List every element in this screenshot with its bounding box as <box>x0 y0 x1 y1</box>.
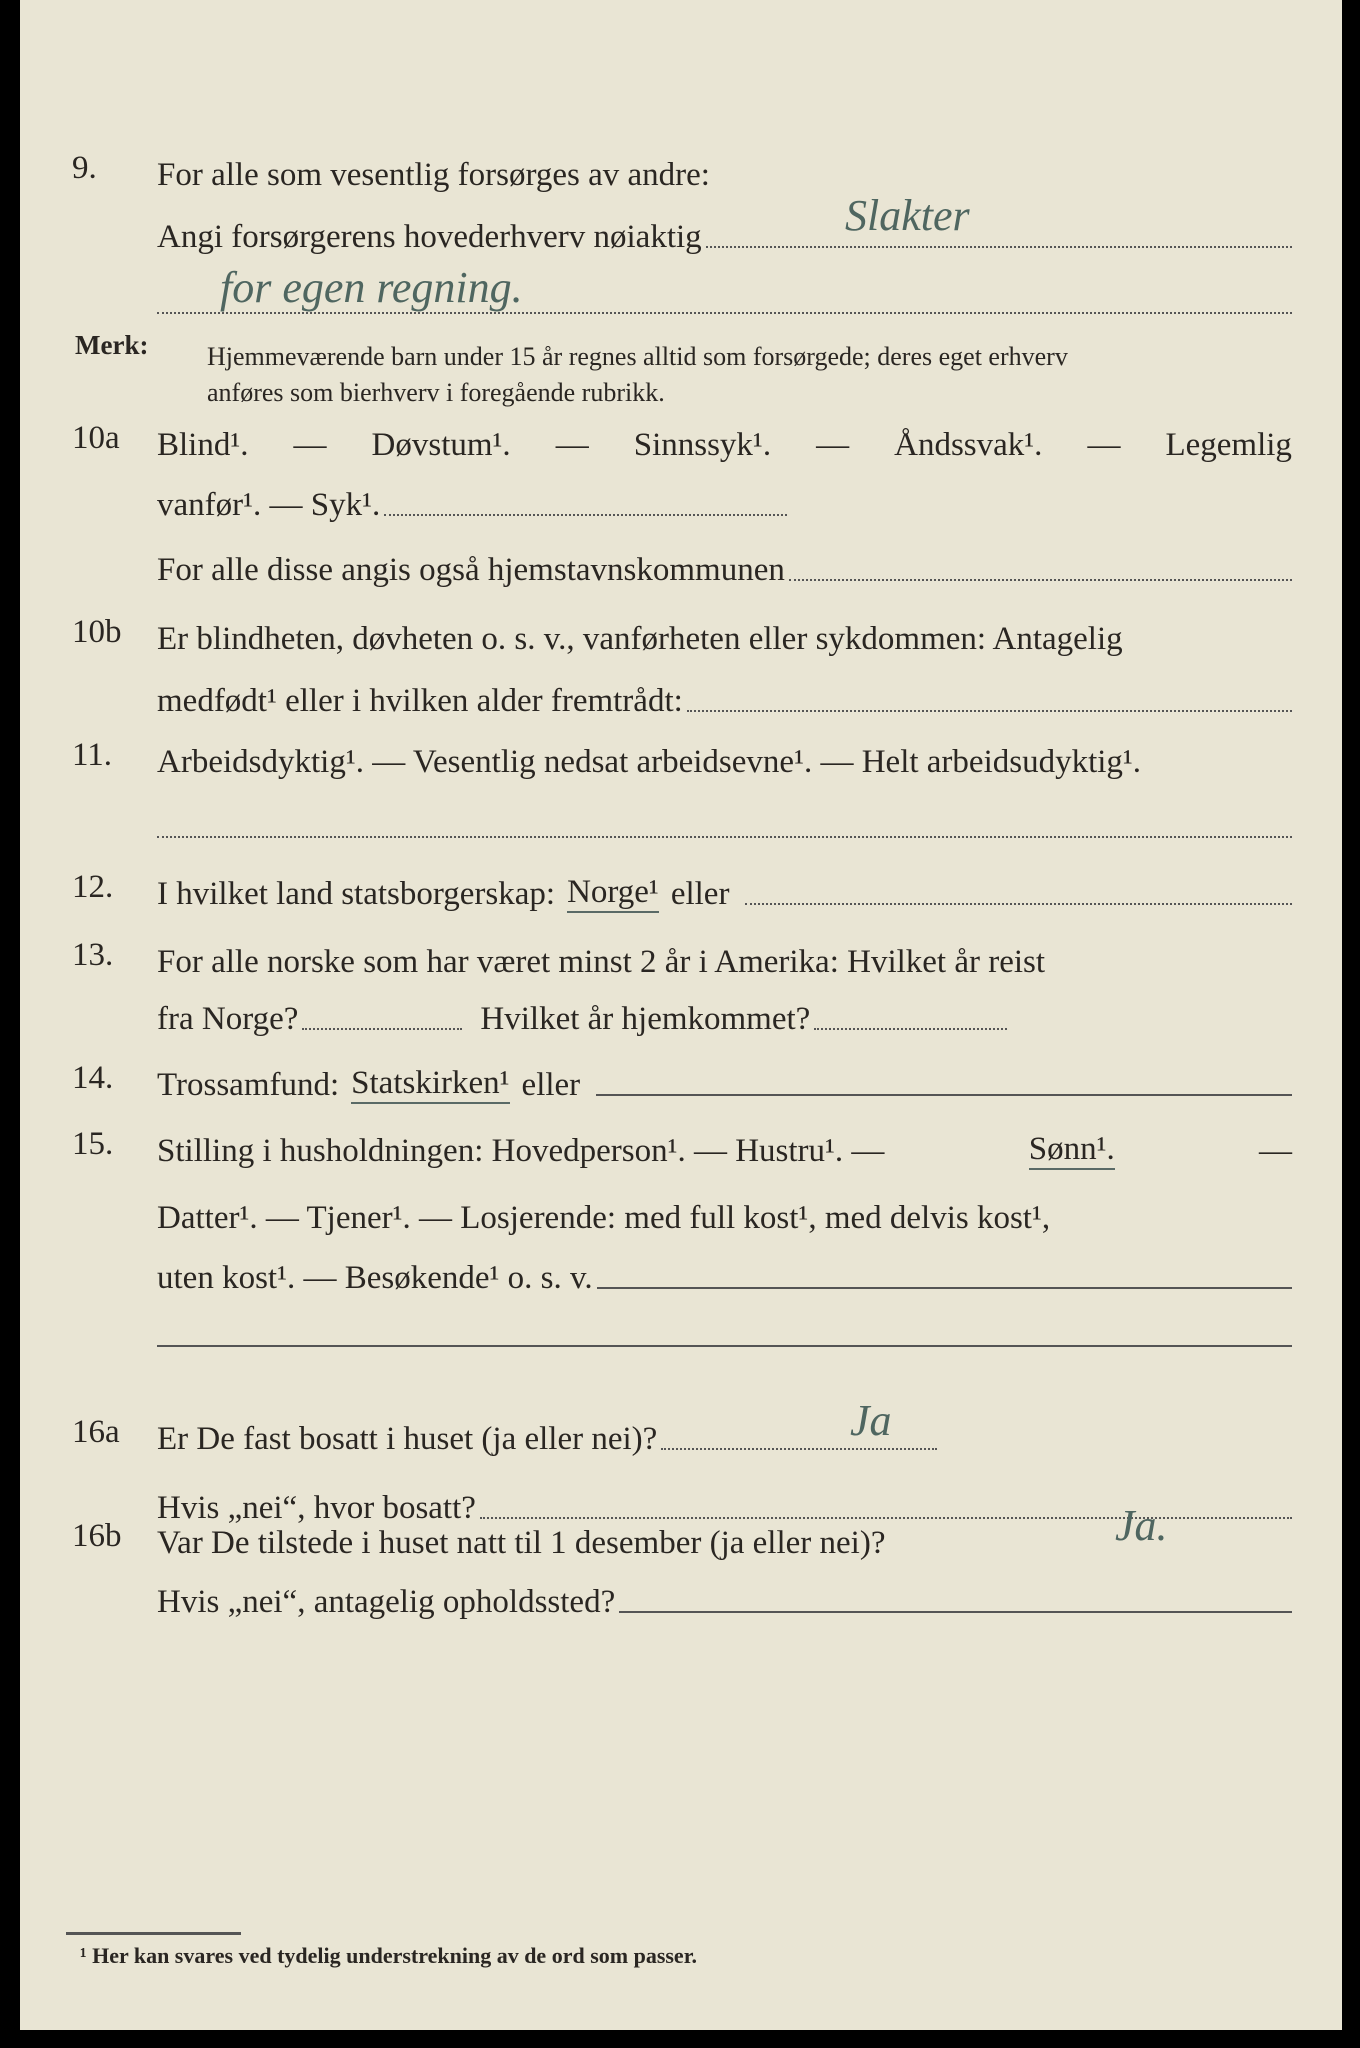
dotted-leader <box>706 246 1292 248</box>
q10b-line2 <box>157 676 1292 720</box>
footnote: ¹ Her kan svares ved tydelig understrekning av de ord som passer. <box>80 1943 697 1968</box>
dash: — <box>1259 1133 1292 1169</box>
q16b-label-2: Hvis „nei“, antagelig opholdssted? <box>157 1584 616 1620</box>
q13-label-fra-norge: fra Norge? <box>157 1001 299 1037</box>
q10b-line1: Er blindheten, døvheten o. s. v., vanførheten eller sykdommen: Antagelig <box>157 621 1123 657</box>
q11-line1: Arbeidsdyktig¹. — Vesentlig nedsat arbeidsevne¹. — Helt arbeidsudyktig¹. <box>157 744 1142 780</box>
q10b-number: 10b <box>72 614 122 650</box>
q15-underlined-answer: Sønn¹. <box>1029 1131 1115 1170</box>
q15-label-3: uten kost¹. — Besøkende¹ o. s. v. <box>157 1260 593 1296</box>
merk-line2: anføres som bierhverv i foregående rubrikk. <box>207 378 665 407</box>
q16b-line2 <box>157 1577 1292 1621</box>
q9-line1: For alle som vesentlig forsørges av andre: <box>157 157 710 193</box>
dash: — <box>816 427 850 463</box>
dotted-leader <box>384 514 787 516</box>
q14-number: 14. <box>72 1060 114 1096</box>
q14-line <box>157 1060 1292 1104</box>
q9-number: 9. <box>72 150 97 186</box>
q13-line1: For alle norske som har været minst 2 år i Amerika: Hvilket år reist <box>157 944 1046 980</box>
dotted-leader <box>745 903 1292 905</box>
q16b-label: Var De tilstede i huset natt til 1 desember (ja eller nei)? <box>157 1525 886 1561</box>
q12-number: 12. <box>72 869 114 905</box>
option-andssvak: Åndssvak¹. <box>894 427 1043 463</box>
dotted-leader <box>661 1448 937 1450</box>
q10b-label-2: medfødt¹ eller i hvilken alder fremtrådt: <box>157 683 683 719</box>
q10a-number: 10a <box>72 420 120 456</box>
q10a-line1 <box>157 420 1292 464</box>
q10a-line2 <box>157 480 787 524</box>
q12-underlined-answer: Norge¹ <box>567 874 659 913</box>
q9-handwritten-answer: Slakter <box>845 191 970 240</box>
q16a-line1 <box>157 1414 937 1458</box>
q12-line <box>157 869 1292 913</box>
q14-underlined-answer: Statskirken¹ <box>351 1065 509 1104</box>
dash: — <box>555 427 589 463</box>
q15-number: 15. <box>72 1126 114 1162</box>
q15-label: Stilling i husholdningen: Hovedperson¹. — Hustru¹. — <box>157 1133 885 1169</box>
q13-number: 13. <box>72 937 114 973</box>
answer-line <box>597 1287 1292 1289</box>
q15-line1 <box>157 1126 1292 1170</box>
q9-handwritten-answer-2: for egen regning. <box>220 263 523 312</box>
answer-line <box>157 836 1292 838</box>
q9-line2 <box>157 212 1292 256</box>
q12-eller: eller <box>670 876 730 912</box>
merk-label: Merk: <box>75 330 149 360</box>
q16a-label: Er De fast bosatt i huset (ja eller nei)? <box>157 1421 658 1457</box>
answer-line <box>157 1345 1292 1347</box>
answer-line <box>619 1611 1292 1613</box>
dotted-leader <box>687 710 1292 712</box>
merk-line1: Hjemmeværende barn under 15 år regnes alltid som forsørgede; deres eget erhverv <box>207 342 1068 371</box>
footnote-rule <box>66 1932 241 1935</box>
q15-line2: Datter¹. — Tjener¹. — Losjerende: med full kost¹, med delvis kost¹, <box>157 1200 1051 1236</box>
q14-eller: eller <box>521 1067 581 1103</box>
dash: — <box>293 427 327 463</box>
q12-label: I hvilket land statsborgerskap: <box>157 876 556 912</box>
q10a-label-2: vanfør¹. — Syk¹. <box>157 487 381 523</box>
option-blind: Blind¹. <box>157 427 249 463</box>
q16b-handwritten-answer: Ja. <box>1115 1501 1168 1550</box>
q13-label-hjemkommet: Hvilket år hjemkommet? <box>480 1001 811 1037</box>
q15-line3 <box>157 1253 1292 1297</box>
q10a-label-3: For alle disse angis også hjemstavnskommunen <box>157 552 785 588</box>
dotted-leader <box>302 1028 462 1030</box>
dotted-leader <box>814 1028 1007 1030</box>
q13-line2 <box>157 994 1007 1038</box>
q16b-line1 <box>157 1518 1107 1562</box>
answer-line <box>596 1094 1292 1096</box>
dash: — <box>1087 427 1121 463</box>
q11-number: 11. <box>72 737 113 773</box>
q10a-line3 <box>157 545 1292 589</box>
q16a-handwritten-answer: Ja <box>850 1396 892 1445</box>
census-form-page <box>20 0 1342 2030</box>
q14-label: Trossamfund: <box>157 1067 340 1103</box>
dotted-leader <box>789 579 1292 581</box>
q16a-number: 16a <box>72 1414 120 1450</box>
q16b-number: 16b <box>72 1518 122 1554</box>
q9-label: Angi forsørgerens hovederhverv nøiaktig <box>157 219 702 255</box>
option-legemlig: Legemlig <box>1165 427 1292 463</box>
option-sinnssyk: Sinnssyk¹. <box>633 427 772 463</box>
q16a-label-2: Hvis „nei“, hvor bosatt? <box>157 1490 476 1526</box>
option-dovstum: Døvstum¹. <box>371 427 511 463</box>
